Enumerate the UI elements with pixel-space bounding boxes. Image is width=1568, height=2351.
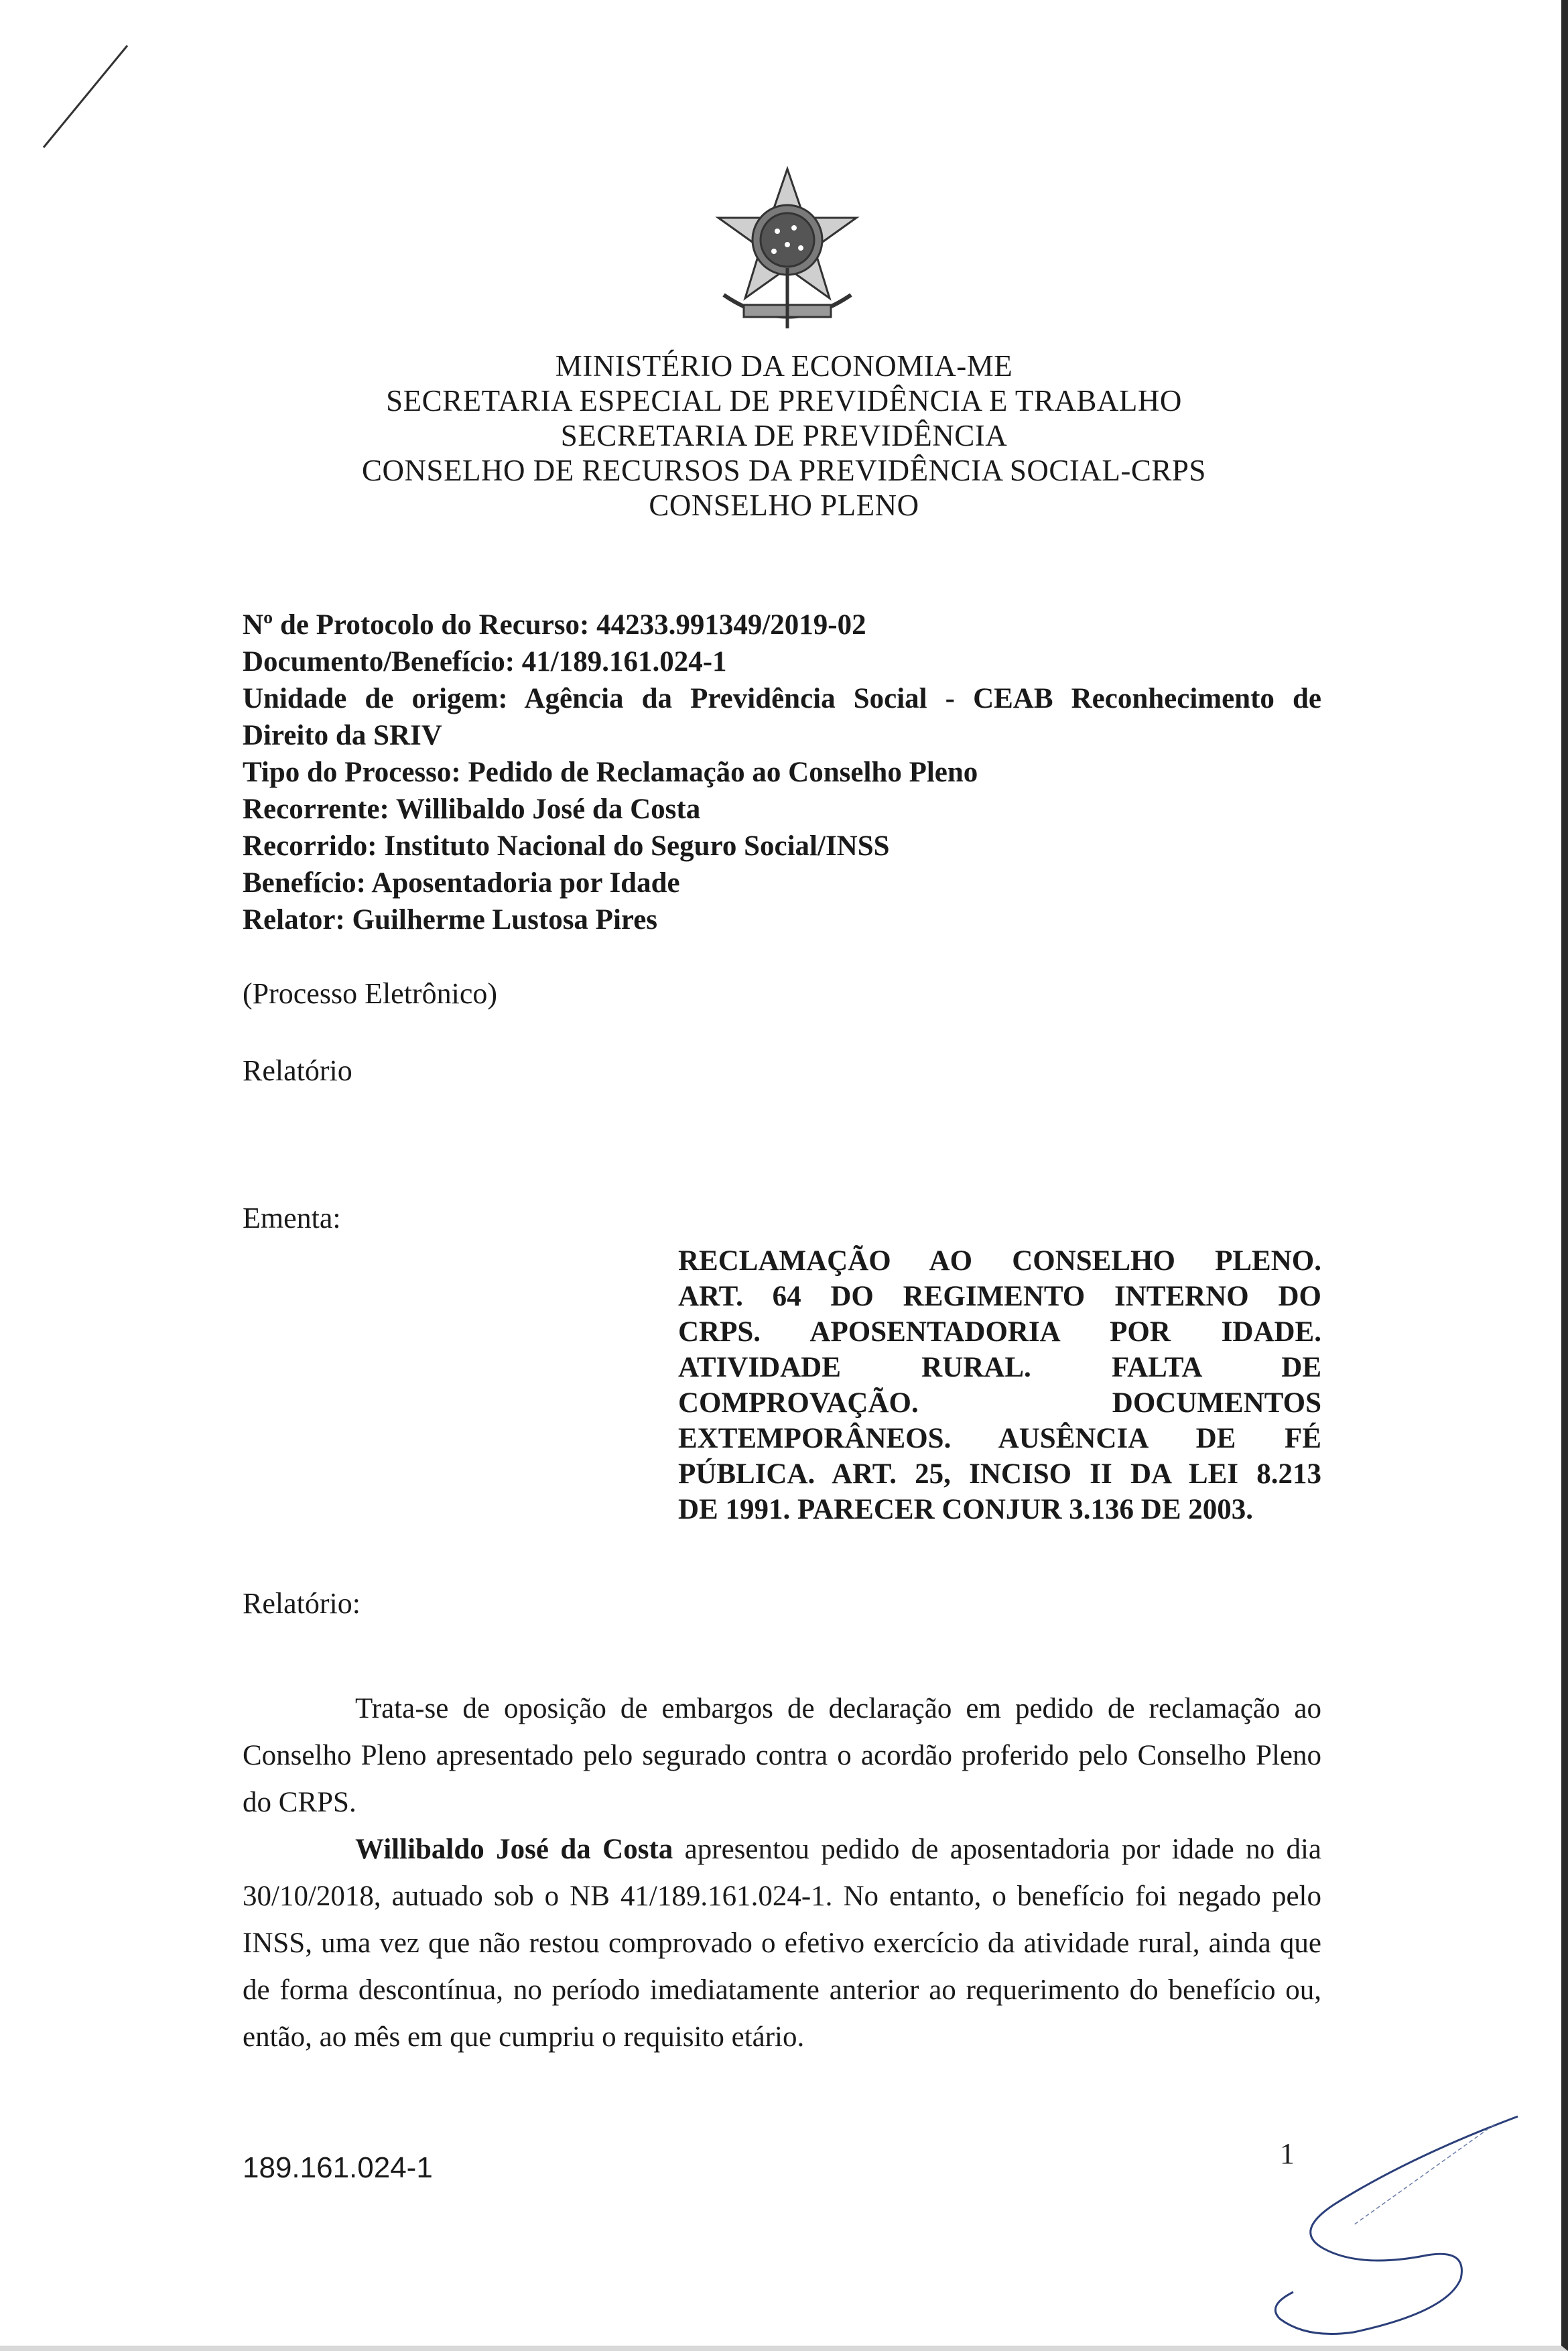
ementa-line: DE 1991. PARECER CONJUR 3.136 DE 2003. (678, 1494, 1254, 1525)
appellant: Recorrente: Willibaldo José da Costa (243, 793, 701, 825)
header-council: CONSELHO DE RECURSOS DA PREVIDÊNCIA SOCIAL-CRPS (362, 454, 1206, 487)
ementa-line: CRPS. APOSENTADORIA POR IDADE. (678, 1316, 1321, 1348)
body-paragraph-1: Trata-se de oposição de embargos de declaração em pedido de reclamação ao Conselho Pleno apresentado pelo segurado contra o acordão proferido pelo Conselho Pleno do CRPS. (243, 1693, 1321, 1818)
process-metadata (243, 607, 1321, 938)
letterhead (0, 348, 1568, 523)
ementa-line: COMPROVAÇÃO. DOCUMENTOS (678, 1387, 1321, 1419)
ementa-line: ATIVIDADE RURAL. FALTA DE (678, 1352, 1321, 1383)
header-ministry: MINISTÉRIO DA ECONOMIA-ME (555, 349, 1013, 383)
origin-unit-line2: Direito da SRIV (243, 720, 442, 751)
body-paragraph-2-text: apresentou pedido de aposentadoria por idade no dia 30/10/2018, autuado sob o NB 41/189.161.024-1. No entanto, o benefício foi negado pelo INSS, uma vez que não restou comprovado o efetivo exercício da atividade rural, ainda que de forma descontínua, no período imediatamente anterior ao requerimento do benefício ou, então, ao mês em que cumpriu o requisito etário. (243, 1834, 1321, 2053)
ementa-line: EXTEMPORÂNEOS. AUSÊNCIA DE FÉ (678, 1423, 1321, 1454)
ementa-line: RECLAMAÇÃO AO CONSELHO PLENO. (678, 1245, 1321, 1277)
page-number: 1 (1280, 2137, 1295, 2170)
header-secretariat: SECRETARIA DE PREVIDÊNCIA (560, 419, 1008, 452)
rapporteur: Relator: Guilherme Lustosa Pires (243, 904, 658, 936)
body-paragraph-2 (243, 1826, 1321, 2061)
benefit-type: Benefício: Aposentadoria por Idade (243, 867, 680, 899)
document-benefit: Documento/Benefício: 41/189.161.024-1 (243, 646, 727, 678)
report-body (243, 1686, 1321, 2061)
origin-unit-line1: Unidade de origem: Agência da Previdência Social - CEAB Reconhecimento de (243, 683, 1321, 714)
protocol-number: Nº de Protocolo do Recurso: 44233.991349/2019-02 (243, 609, 866, 641)
footer-document-number: 189.161.024-1 (243, 2151, 433, 2184)
respondent: Recorrido: Instituto Nacional do Seguro Social/INSS (243, 830, 890, 862)
process-type: Tipo do Processo: Pedido de Reclamação ao Conselho Pleno (243, 757, 978, 788)
handwritten-signature-icon (1253, 2111, 1541, 2339)
ementa-line: PÚBLICA. ART. 25, INCISO II DA LEI 8.213 (678, 1458, 1321, 1490)
national-coat-of-arms-icon (697, 161, 878, 342)
ementa-label: Ementa: (243, 1202, 341, 1234)
electronic-process-note: (Processo Eletrônico) (243, 977, 497, 1010)
ementa-text (678, 1243, 1321, 1527)
pen-mark (37, 40, 131, 154)
report-label: Relatório: (243, 1587, 361, 1620)
ementa-line: ART. 64 DO REGIMENTO INTERNO DO (678, 1281, 1321, 1312)
report-heading: Relatório (243, 1054, 352, 1087)
appellant-name: Willibaldo José da Costa (355, 1834, 673, 1865)
header-secretariat-special: SECRETARIA ESPECIAL DE PREVIDÊNCIA E TRABALHO (386, 384, 1182, 418)
header-plenary: CONSELHO PLENO (649, 489, 919, 522)
